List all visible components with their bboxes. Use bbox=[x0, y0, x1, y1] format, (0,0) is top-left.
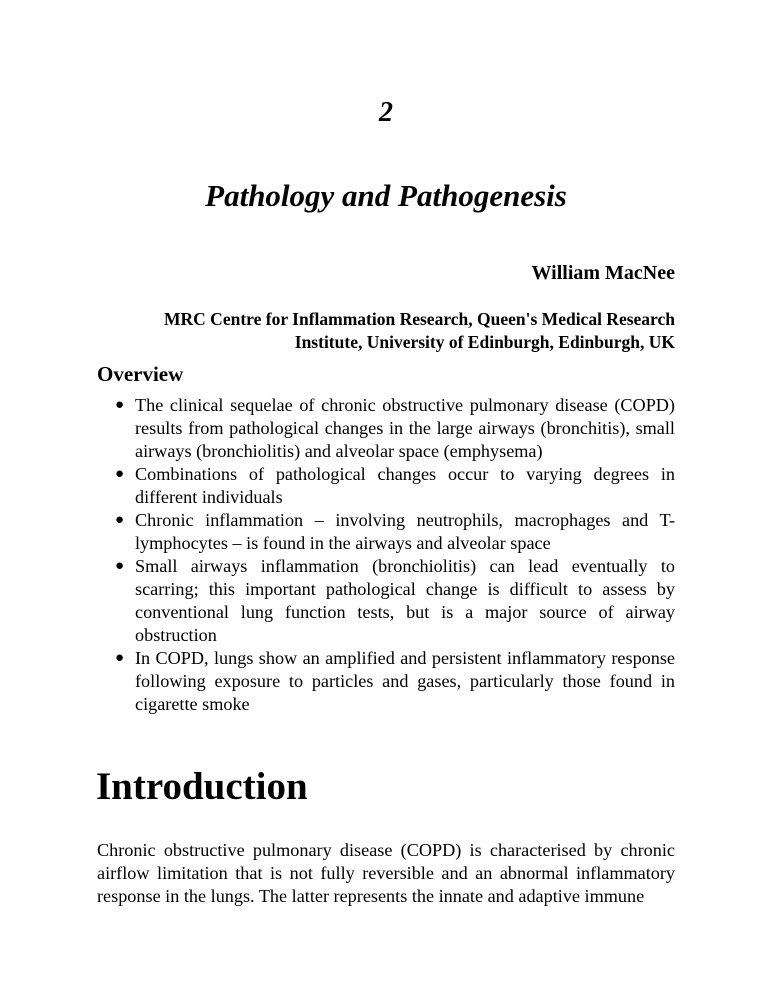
list-item-text: In COPD, lungs show an amplified and persistent inflammatory response following exposure to particles and gases, particularly those found in cigarette smoke bbox=[135, 648, 675, 714]
bullet-icon: ● bbox=[115, 397, 125, 413]
list-item-text: The clinical sequelae of chronic obstructive pulmonary disease (COPD) results from pathological changes in the large airways (bronchitis), small airways (bronchiolitis) and alveolar space (emphysema) bbox=[135, 395, 675, 461]
list-item bbox=[115, 394, 675, 463]
chapter-number: 2 bbox=[379, 97, 393, 128]
bullet-icon: ● bbox=[115, 466, 125, 482]
affiliation-line: MRC Centre for Inflammation Research, Queen's Medical Research bbox=[164, 309, 675, 329]
list-item bbox=[115, 509, 675, 555]
bullet-icon: ● bbox=[115, 512, 125, 528]
body-paragraph: Chronic obstructive pulmonary disease (COPD) is characterised by chronic airflow limitation that is not fully reversible and an abnormal inflammatory response in the lungs. The latter represents the innate and adaptive immune bbox=[97, 840, 675, 906]
overview-list bbox=[115, 394, 675, 716]
list-item-text: Chronic inflammation – involving neutrophils, macrophages and T-lymphocytes – is found in the airways and alveolar space bbox=[135, 510, 675, 553]
list-item bbox=[115, 647, 675, 716]
list-item bbox=[115, 463, 675, 509]
list-item bbox=[115, 555, 675, 647]
overview-heading: Overview bbox=[97, 362, 184, 386]
affiliation-line: Institute, University of Edinburgh, Edinburgh, UK bbox=[294, 332, 675, 352]
bullet-icon: ● bbox=[115, 558, 125, 574]
list-item-text: Combinations of pathological changes occur to varying degrees in different individuals bbox=[135, 464, 675, 507]
list-item-text: Small airways inflammation (bronchiolitis) can lead eventually to scarring; this important pathological change is difficult to assess by conventional lung function tests, but is a major source of airway obstruction bbox=[135, 556, 675, 645]
bullet-icon: ● bbox=[115, 650, 125, 666]
author-name: William MacNee bbox=[531, 262, 675, 284]
section-heading-introduction: Introduction bbox=[96, 765, 308, 808]
author-affiliation bbox=[75, 308, 675, 354]
chapter-title: Pathology and Pathogenesis bbox=[205, 178, 567, 213]
